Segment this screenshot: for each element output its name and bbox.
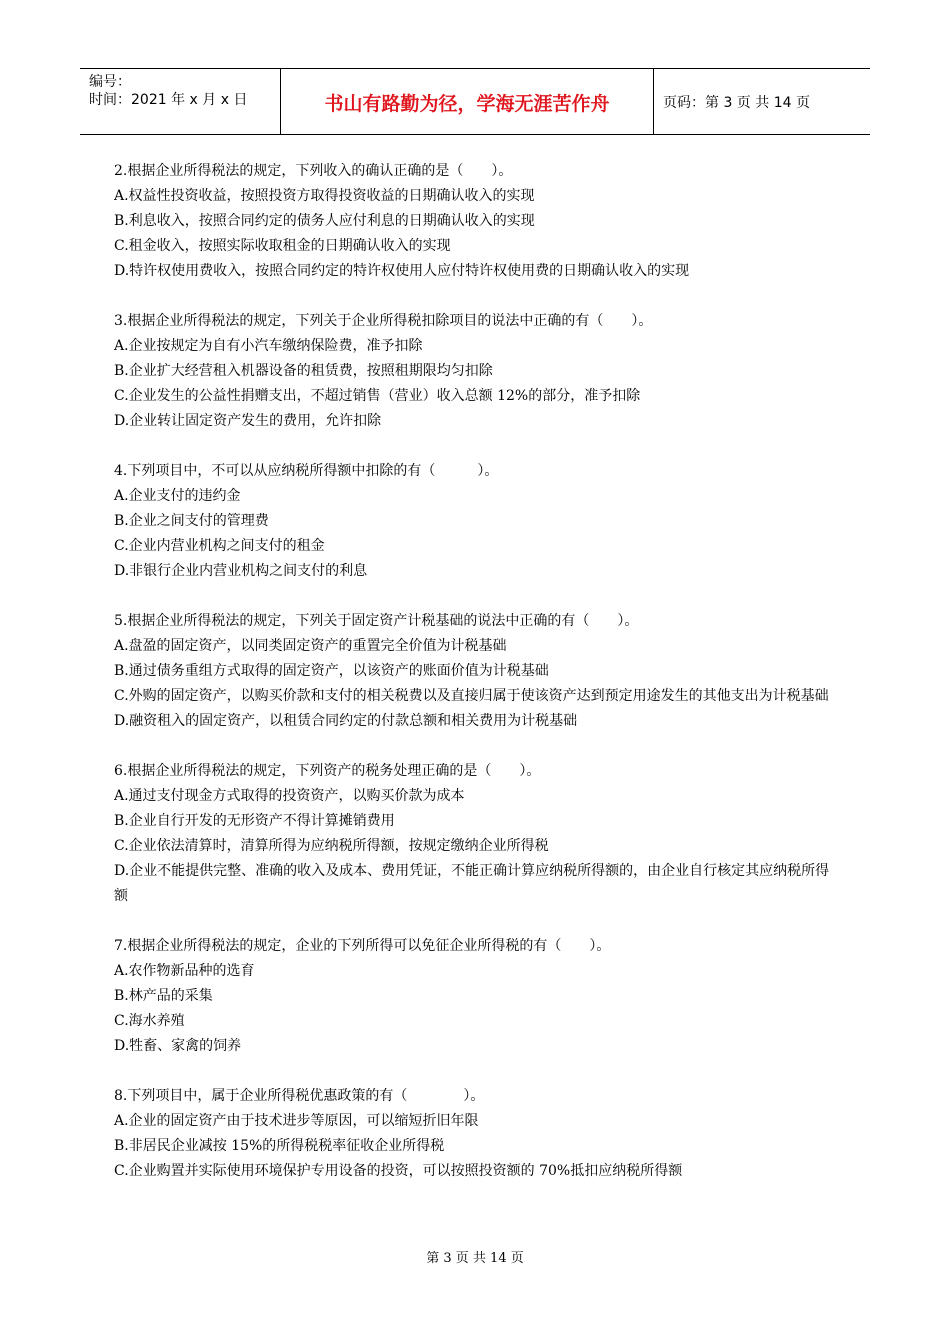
option-a: A.农作物新品种的选育 — [114, 963, 255, 979]
option-a: A.盘盈的固定资产，以同类固定资产的重置完全价值为计税基础 — [114, 638, 507, 654]
option-c: C.企业依法清算时，清算所得为应纳税所得额，按规定缴纳企业所得税 — [114, 838, 549, 854]
question-stem: 6.根据企业所得税法的规定，下列资产的税务处理正确的是（ ）。 — [114, 763, 541, 779]
header-motto: 书山有路勤为径，学海无涯苦作舟 — [281, 69, 654, 135]
header-page-code: 页码：第 3 页 共 14 页 — [663, 95, 810, 111]
question-8 — [114, 1084, 840, 1184]
option-c: C.企业发生的公益性捐赠支出，不超过销售（营业）收入总额 12%的部分，准予扣除 — [114, 388, 641, 404]
option-b: B.林产品的采集 — [114, 988, 213, 1004]
option-c: C.外购的固定资产，以购买价款和支付的相关税费以及直接归属于使该资产达到预定用途发生的其他支出为计税基础 — [114, 688, 829, 704]
document-date: 时间：2021 年 x 月 x 日 — [89, 92, 248, 108]
option-d: D.企业转让固定资产发生的费用，允许扣除 — [114, 413, 382, 429]
question-6 — [114, 759, 840, 909]
question-4 — [114, 459, 840, 584]
question-stem: 2.根据企业所得税法的规定，下列收入的确认正确的是（ ）。 — [114, 163, 513, 179]
option-a: A.权益性投资收益，按照投资方取得投资收益的日期确认收入的实现 — [114, 188, 535, 204]
option-d: D.融资租入的固定资产，以租赁合同约定的付款总额和相关费用为计税基础 — [114, 713, 578, 729]
page-footer: 第 3 页 共 14 页 — [426, 1251, 524, 1266]
option-b: B.企业之间支付的管理费 — [114, 513, 269, 529]
question-stem: 8.下列项目中，属于企业所得税优惠政策的有（ ）。 — [114, 1088, 485, 1104]
option-b: B.企业自行开发的无形资产不得计算摊销费用 — [114, 813, 395, 829]
question-2 — [114, 159, 840, 284]
option-b: B.通过债务重组方式取得的固定资产，以该资产的账面价值为计税基础 — [114, 663, 549, 679]
option-b: B.非居民企业减按 15%的所得税税率征收企业所得税 — [114, 1138, 445, 1154]
question-stem: 5.根据企业所得税法的规定，下列关于固定资产计税基础的说法中正确的有（ ）。 — [114, 613, 639, 629]
option-d: D.特许权使用费收入，按照合同约定的特许权使用人应付特许权使用费的日期确认收入的实现 — [114, 263, 690, 279]
question-7 — [114, 934, 840, 1059]
page-header — [80, 68, 870, 135]
option-a: A.企业支付的违约金 — [114, 488, 241, 504]
option-a: A.企业按规定为自有小汽车缴纳保险费，准予扣除 — [114, 338, 423, 354]
option-b: B.企业扩大经营租入机器设备的租赁费，按照租期限均匀扣除 — [114, 363, 493, 379]
option-a: A.通过支付现金方式取得的投资资产，以购买价款为成本 — [114, 788, 465, 804]
header-meta — [80, 69, 281, 135]
question-3 — [114, 309, 840, 434]
document-number-label: 编号： — [89, 74, 131, 90]
option-c: C.海水养殖 — [114, 1013, 185, 1029]
option-b: B.利息收入，按照合同约定的债务人应付利息的日期确认收入的实现 — [114, 213, 535, 229]
question-stem: 7.根据企业所得税法的规定，企业的下列所得可以免征企业所得税的有（ ）。 — [114, 938, 611, 954]
option-c: C.租金收入，按照实际收取租金的日期确认收入的实现 — [114, 238, 451, 254]
option-d: D.非银行企业内营业机构之间支付的利息 — [114, 563, 368, 579]
question-5 — [114, 609, 840, 734]
option-c: C.企业内营业机构之间支付的租金 — [114, 538, 325, 554]
question-list — [114, 159, 840, 1209]
option-d: D.企业不能提供完整、准确的收入及成本、费用凭证，不能正确计算应纳税所得额的，由企业自行核定其应纳税所得额 — [114, 863, 830, 904]
option-a: A.企业的固定资产由于技术进步等原因，可以缩短折旧年限 — [114, 1113, 479, 1129]
option-d: D.牲畜、家禽的饲养 — [114, 1038, 242, 1054]
option-c: C.企业购置并实际使用环境保护专用设备的投资，可以按照投资额的 70%抵扣应纳税所得额 — [114, 1163, 683, 1179]
question-stem: 4.下列项目中，不可以从应纳税所得额中扣除的有（ ）。 — [114, 463, 499, 479]
question-stem: 3.根据企业所得税法的规定，下列关于企业所得税扣除项目的说法中正确的有（ ）。 — [114, 313, 653, 329]
